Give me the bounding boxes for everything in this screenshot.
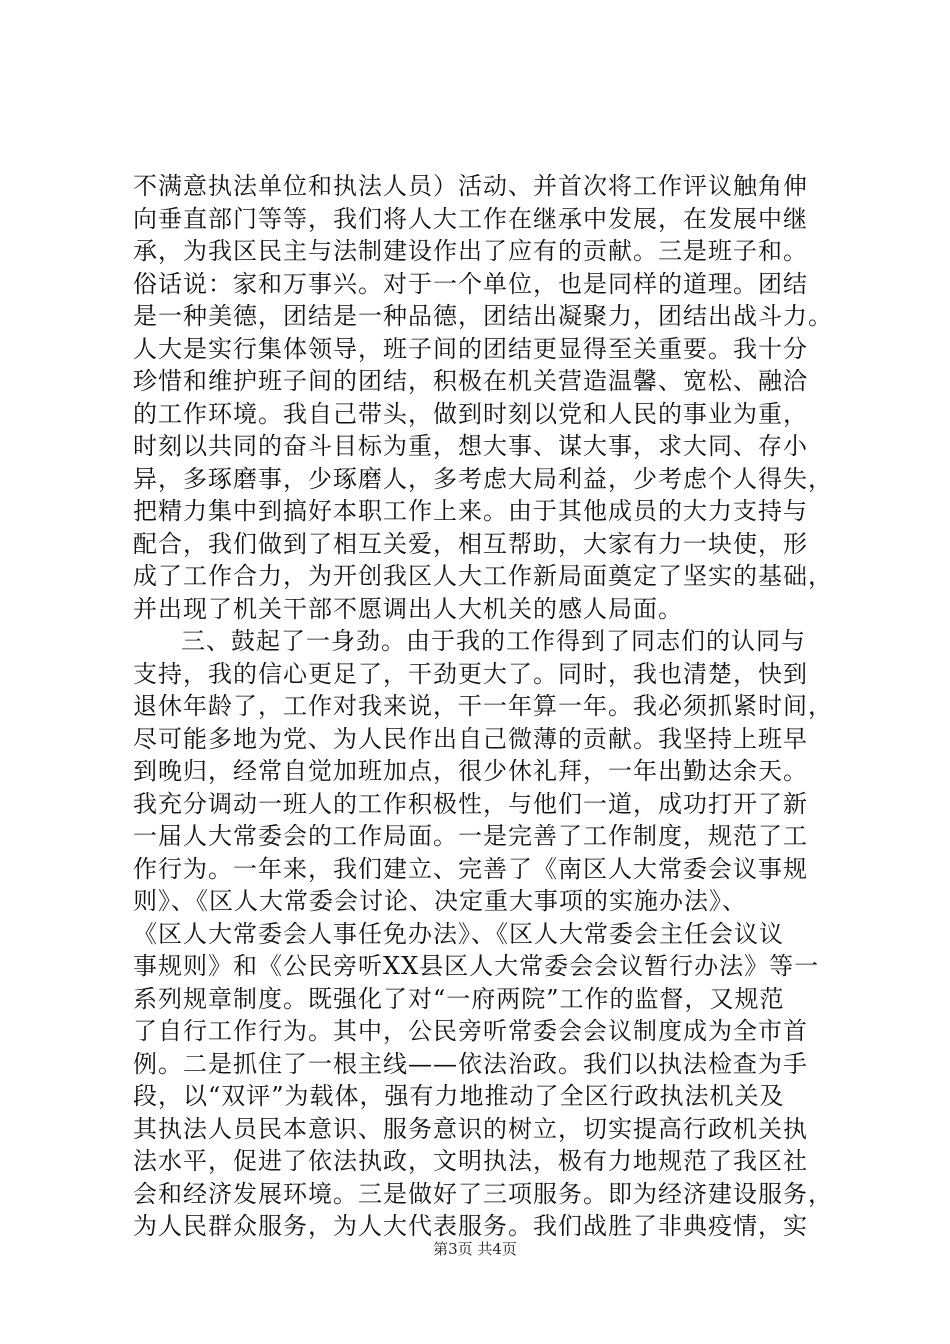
text-line: 到晚归，经常自觉加班加点，很少休礼拜，一年出勤达余天。 xyxy=(133,757,808,785)
text-line: 成了工作合力，为开创我区人大工作新局面奠定了坚实的基础， xyxy=(133,562,833,590)
paragraph-start-line: 三、鼓起了一身劲。由于我的工作得到了同志们的认同与 xyxy=(181,627,806,655)
text-line: 了自行工作行为。其中，公民旁听常委会会议制度成为全市首 xyxy=(133,1017,808,1045)
text-line: 作行为。一年来，我们建立、完善了《南区人大常委会议事规 xyxy=(133,854,808,883)
page-number-label: 第3页 共4页 xyxy=(433,1240,517,1258)
text-line: 珍惜和维护班子间的团结，积极在机关营造温馨、宽松、融洽 xyxy=(133,367,808,395)
text-line: 退休年龄了，工作对我来说，干一年算一年。我必须抓紧时间， xyxy=(133,692,833,720)
text-line: 时刻以共同的奋斗目标为重，想大事、谋大事，求大同、存小 xyxy=(133,432,808,460)
text-line: 把精力集中到搞好本职工作上来。由于其他成员的大力支持与 xyxy=(133,497,808,525)
text-line: 会和经济发展环境。三是做好了三项服务。即为经济建设服务， xyxy=(133,1179,833,1208)
page-footer xyxy=(0,1238,950,1259)
text-line: 法水平，促进了依法执政，文明执法，极有力地规范了我区社 xyxy=(133,1147,808,1175)
text-line: 人大是实行集体领导，班子间的团结更显得至关重要。我十分 xyxy=(133,334,808,363)
text-line: 则》、《区人大常委会讨论、决定重大事项的实施办法》、 xyxy=(133,887,747,915)
text-line: 我充分调动一班人的工作积极性，与他们一道，成功打开了新 xyxy=(133,789,808,818)
text-line: 的工作环境。我自己带头，做到时刻以党和人民的事业为重， xyxy=(133,399,808,428)
text-line: 并出现了机关干部不愿调出人大机关的感人局面。 xyxy=(133,594,683,623)
text-line: 不满意执法单位和执法人员）活动、并首次将工作评议触角伸 xyxy=(133,172,808,200)
text-line: 段，以“双评”为载体，强有力地推动了全区行政执法机关及 xyxy=(133,1082,785,1110)
text-line: 例。二是抓住了一根主线——依法治政。我们以执法检查为手 xyxy=(133,1049,808,1078)
text-line: 支持，我的信心更足了，干劲更大了。同时，我也清楚，快到 xyxy=(133,659,808,688)
body-text xyxy=(133,170,833,1243)
text-line: 系列规章制度。既强化了对“一府两院”工作的监督，又规范 xyxy=(133,984,785,1013)
text-line: 事规则》和《公民旁听XX县区人大常委会会议暂行办法》等一 xyxy=(133,952,820,980)
text-line: 尽可能多地为党、为人民作出自己微薄的贡献。我坚持上班早 xyxy=(133,724,808,753)
text-line: 为人民群众服务，为人大代表服务。我们战胜了非典疫情，实 xyxy=(133,1212,808,1240)
text-line: 向垂直部门等等，我们将人大工作在继承中发展，在发展中继 xyxy=(133,204,808,233)
text-line: 配合，我们做到了相互关爱，相互帮助，大家有力一块使，形 xyxy=(133,529,808,558)
text-line: 一届人大常委会的工作局面。一是完善了工作制度，规范了工 xyxy=(133,822,808,850)
text-line: 异，多琢磨事，少琢磨人，多考虑大局利益，少考虑个人得失， xyxy=(133,464,833,493)
text-line: 承，为我区民主与法制建设作出了应有的贡献。三是班子和。 xyxy=(133,237,808,265)
text-line: 俗话说：家和万事兴。对于一个单位，也是同样的道理。团结 xyxy=(133,269,808,298)
text-line: 其执法人员民本意识、服务意识的树立，切实提高行政机关执 xyxy=(133,1114,808,1143)
text-line: 是一种美德，团结是一种品德，团结出凝聚力，团结出战斗力。 xyxy=(133,302,833,330)
text-line: 《区人大常委会人事任免办法》、《区人大常委会主任会议议 xyxy=(133,919,784,948)
